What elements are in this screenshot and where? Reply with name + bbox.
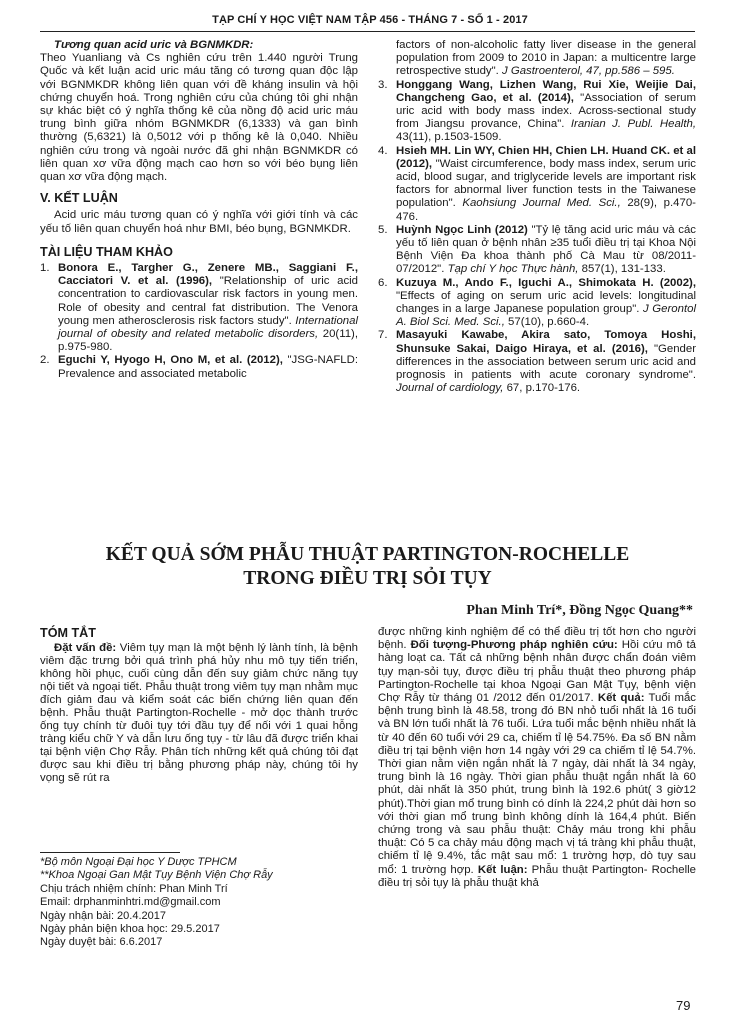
reference-item: 6. Kuzuya M., Ando F., Iguchi A., Shimokata H. (2002), "Effects of aging on serum uric acid levels: longitudinal changes in a large Japanese population group". J Gerontol A. Biol Sci. Med. Sci., 57(10), p.660-4. xyxy=(378,276,696,329)
summary-left xyxy=(40,627,358,785)
article-title xyxy=(40,543,695,591)
footnotes xyxy=(40,856,370,950)
background-text: Viêm tụy mạn là một bệnh lý lành tính, là bệnh viêm đặc trưng bởi quá trình phá hủy nhu mô tụy tiến triển, không hồi phục, cuối cùng dẫn đến suy giảm chức năng tụy nội tiết và ngoại tiết. Phẫu thuật trong viêm tụy mạn nhằm mục đích giảm đau và kiểm soát các biến chứng liên quan đến bệnh. Phẫu thuật Partington-Rochelle - mở dọc thành trước ống tụy chính từ đuôi tụy tới đầu tụy để nối với 1 quai hỗng tràng kiểu chữ Y và dẫn lưu ống tụy - từ lâu đã được triển khai tại bệnh viện Chợ Rẫy. Phân tích những kết quả chúng tôi đạt được sau khi điều trị bằng phương pháp này, chúng tôi hy vọng sẽ rút ra xyxy=(40,642,359,784)
footnote-rule xyxy=(40,852,180,853)
reference-continuation: factors of non-alcoholic fatty liver disease in the general population from 2009 to 2010 in Japan: a multicentre large retrospective study". J Gastroenterol, 47, pp.586 – 595. xyxy=(396,39,696,78)
page-number: 79 xyxy=(676,998,691,1013)
summary-background xyxy=(40,642,358,785)
paragraph-body: Theo Yuanliang và Cs nghiên cứu trên 1.440 người Trung Quốc và kết luận acid uric máu tăng có tương quan độc lập với BGNMKDR không liên quan với đề kháng insulin và hội chứng chuyển hoá. Trong nghiên cứu của chúng tôi ghi nhận sự khác biệt có ý nghĩa thống kê của nồng độ acid uric máu trung bình giữa nhóm BGNMKDR (6,1333) và gan bình thường (5,6321) là 0,5012 với p thống kê là 0,040. Nhiều nghiên cứu trong và ngoài nước đã ghi nhận BGNMKDR có liên quan xơ vữa động mạch cao hơn so với béo bụng liên quan xơ vữa động mạch. xyxy=(40,52,358,184)
reference-item: 5. Huỳnh Ngọc Linh (2012) "Tỷ lệ tăng acid uric máu và các yếu tố liên quan ở bệnh nhân ≥35 tuổi điều trị tại Khoa Nội Bệnh Viện Đa khoa thành phố Cà Mau từ 08/2011-07/2012". Tạp chí Y học Thực hành, 857(1), 131-133. xyxy=(378,223,697,276)
conclusion-label: Kết luận: xyxy=(477,863,528,876)
article-authors: Phan Minh Trí*, Đồng Ngọc Quang** xyxy=(466,603,693,618)
footnote-affiliation-1: *Bộ môn Ngoại Đại học Y Dược TPHCM xyxy=(40,856,237,868)
summary-continuation: được những kinh nghiệm để có thể điều trị tốt hơn cho người bệnh. Đối tượng-Phương pháp nghiên cứu: Hồi cứu mô tả hàng loạt ca. Tất cả những bệnh nhân được chẩn đoán viêm tụy mạn-sỏi tụy, được điều trị phẫu thuật theo phương pháp Partington-Rochelle tại khoa Ngoại Gan Mật Tụy, bệnh viện Chợ Rẫy từ tháng 01 /2012 đến 01/2017. Kết quả: Tuổi mắc bệnh trung bình là 48.58, trong đó BN nhỏ tuổi nhất là 16 tuổi và BN lớn tuổi nhất là 76 tuổi. Lứa tuổi mắc bệnh nhiều nhất là từ 40 đến 60 tuổi với 29 ca, chiếm tỉ lệ 54.75%. Đa số BN nằm điều trị tại bệnh viện hơn 14 ngày với 29 ca chiếm tỉ lệ 54.7%. Thời gian nằm viện ngắn nhất là 7 ngày, dài nhất là 34 ngày, trung bình là 16 ngày. Thời gian phẫu thuật ngắn nhất là 60 phút, dài nhất là 350 phút, trung bình là 192.6 phút( 3 giờ12 phút).Thời gian mổ trung bình có dính là 224,2 phút dài hơn so với thời gian mổ trung bình không dính là 164,4 phút. Biến chứng trong và sau phẫu thuật: Chảy máu trong khi phẫu thuật: Có 5 ca chảy máu động mạch vị tá tràng khi phẫu thuật, chiếm tỉ lệ 9.4%, tắc mật sau mổ: 1 trường hợp, dò tụy sau mổ: 1 trường hợp. Kết luận: Phẫu thuật Partington- Rochelle điều trị sỏi tụy là phẫu thuật khả xyxy=(378,626,697,889)
reference-item: 4. Hsieh MH. Lin WY, Chien HH, Chien LH. Huand CK. et al (2012), "Waist circumference, body mass index, serum uric acid, blood sugar, and triglyceride levels are important risk factors for abnormal liver function tests in the Taiwanese population". Kaohsiung Journal Med. Sci., 28(9), p.470-476. xyxy=(378,144,696,223)
reference-item: 2. Eguchi Y, Hyogo H, Ono M, et al. (2012), "JSG-NAFLD: Prevalence and associated metabolic xyxy=(40,354,358,380)
right-column-top xyxy=(378,39,696,395)
left-column-top xyxy=(40,39,358,381)
footnote-responsible: Chịu trách nhiệm chính: Phan Minh Trí xyxy=(40,882,228,895)
reference-list-right xyxy=(378,39,696,395)
uric-acid-paragraph xyxy=(40,39,358,184)
background-label: Đặt vấn đề: xyxy=(54,642,117,654)
footnote-approved: Ngày duyệt bài: 6.6.2017 xyxy=(40,936,163,949)
conclusion-heading: V. KẾT LUẬN xyxy=(40,191,118,206)
references-heading: TÀI LIỆU THAM KHẢO xyxy=(40,244,173,259)
paragraph-title: Tương quan acid uric và BGNMKDR: xyxy=(54,39,254,51)
reference-item: 3. Honggang Wang, Lizhen Wang, Rui Xie, Weijie Dai, Changcheng Gao, et al. (2014), "Association of serum uric acid with body mass index. Across-sectional study from Jiangsu provance, China". Iranian J. Publ. Health, 43(11), p.1503-1509. xyxy=(378,78,696,144)
journal-header: TẠP CHÍ Y HỌC VIỆT NAM TẬP 456 - THÁNG 7 - SỐ 1 - 2017 xyxy=(212,14,528,26)
footnote-affiliation-2: **Khoa Ngoại Gan Mật Tụy Bệnh Viện Chợ Rẫy xyxy=(40,869,273,882)
conclusion-body: Acid uric máu tương quan có ý nghĩa với giới tính và các yếu tố liên quan chuyển hoá như BMI, béo bụng, BGNMKDR. xyxy=(40,209,358,235)
footnote-email: Email: drphanminhtri.md@gmail.com xyxy=(40,896,221,909)
footnote-reviewed: Ngày phản biện khoa học: 29.5.2017 xyxy=(40,923,220,936)
reference-list-left xyxy=(40,262,358,381)
title-line-1: KẾT QUẢ SỚM PHẪU THUẬT PARTINGTON-ROCHELLE xyxy=(105,544,630,565)
summary-heading: TÓM TẮT xyxy=(40,626,96,640)
summary-right xyxy=(378,626,696,890)
reference-item: 1. Bonora E., Targher G., Zenere MB., Saggiani F., Cacciatori V. et al. (1996), "Relationship of uric acid concentration to cardiovascular risk factors in young men. Role of obesity and central fat distribution. The Venora young men atherosclerosis risk factors study". International journal of obesity and related metabolic disorders, 20(11), p.975-980. xyxy=(40,262,359,354)
header-rule xyxy=(40,31,695,32)
result-label: Kết quả: xyxy=(597,692,645,705)
reference-item: 7. Masayuki Kawabe, Akira sato, Tomoya Hoshi, Shunsuke Sakai, Daigo Hiraya, et al. (2016), "Gender differences in the association between serum uric acid and prognosis in patients with acute coronary syndrome". Journal of cardiology, 67, p.170-176. xyxy=(378,329,697,395)
title-line-2: TRONG ĐIỀU TRỊ SỎI TỤY xyxy=(243,568,492,589)
method-label: Đối tượng-Phương pháp nghiên cứu: xyxy=(410,639,618,652)
footnote-received: Ngày nhận bài: 20.4.2017 xyxy=(40,909,166,922)
